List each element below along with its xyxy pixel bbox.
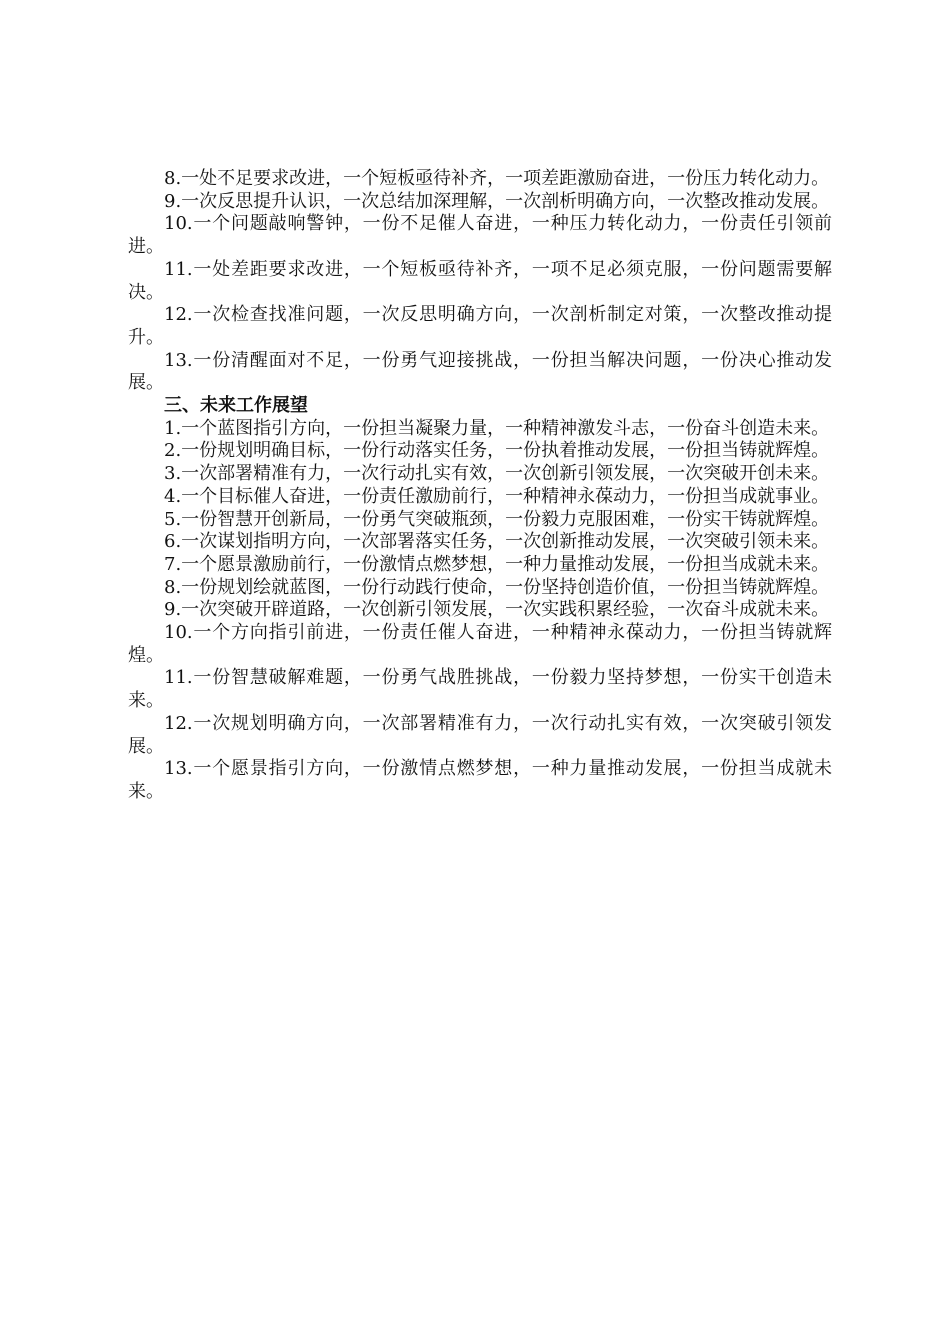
section3-item-11: 11.一份智慧破解难题，一份勇气战胜挑战，一份毅力坚持梦想，一份实干创造未来。 bbox=[128, 667, 832, 712]
section3-item-3: 3.一次部署精准有力，一次行动扎实有效，一次创新引领发展，一次突破开创未来。 bbox=[164, 463, 830, 485]
section3-item-2: 2.一份规划明确目标，一份行动落实任务，一份执着推动发展，一份担当铸就辉煌。 bbox=[164, 440, 830, 462]
section2-item-11: 11.一处差距要求改进，一个短板亟待补齐，一项不足必须克服，一份问题需要解决。 bbox=[128, 258, 832, 303]
section3-item-9: 9.一次突破开辟道路，一次创新引领发展，一次实践积累经验，一次奋斗成就未来。 bbox=[164, 599, 830, 621]
section2-item-12: 12.一次检查找准问题，一次反思明确方向，一次剖析制定对策，一次整改推动提升。 bbox=[128, 304, 832, 348]
section3-item-7: 7.一个愿景激励前行，一份激情点燃梦想，一种力量推动发展，一份担当成就未来。 bbox=[164, 553, 830, 575]
section3-item-5: 5.一份智慧开创新局，一份勇气突破瓶颈，一份毅力克服困难，一份实干铸就辉煌。 bbox=[164, 508, 830, 530]
section2-item-10: 10.一个问题敲响警钟，一份不足催人奋进，一种压力转化动力，一份责任引领前进。 bbox=[128, 213, 832, 258]
section3-item-1: 1.一个蓝图指引方向，一份担当凝聚力量，一种精神激发斗志，一份奋斗创造未来。 bbox=[164, 417, 830, 439]
section3-item-8: 8.一份规划绘就蓝图，一份行动践行使命，一份坚持创造价值，一份担当铸就辉煌。 bbox=[164, 576, 830, 598]
section3-item-4: 4.一个目标催人奋进，一份责任激励前行，一种精神永葆动力，一份担当成就事业。 bbox=[164, 485, 830, 507]
document-body bbox=[128, 168, 832, 804]
section3-item-10: 10.一个方向指引前进，一份责任催人奋进，一种精神永葆动力，一份担当铸就辉煌。 bbox=[128, 622, 832, 666]
section2-item-9: 9.一次反思提升认识，一次总结加深理解，一次剖析明确方向，一次整改推动发展。 bbox=[164, 190, 830, 212]
section2-item-13: 13.一份清醒面对不足，一份勇气迎接挑战，一份担当解决问题，一份决心推动发展。 bbox=[128, 349, 832, 394]
section3-item-6: 6.一次谋划指明方向，一次部署落实任务，一次创新推动发展，一次突破引领未来。 bbox=[164, 531, 830, 553]
section3-item-13: 13.一个愿景指引方向，一份激情点燃梦想，一种力量推动发展，一份担当成就未来。 bbox=[128, 758, 832, 802]
section2-item-8: 8.一处不足要求改进，一个短板亟待补齐，一项差距激励奋进，一份压力转化动力。 bbox=[164, 168, 830, 189]
section3-heading: 三、未来工作展望 bbox=[164, 395, 308, 417]
section3-item-12: 12.一次规划明确方向，一次部署精准有力，一次行动扎实有效，一次突破引领发展。 bbox=[128, 712, 832, 757]
